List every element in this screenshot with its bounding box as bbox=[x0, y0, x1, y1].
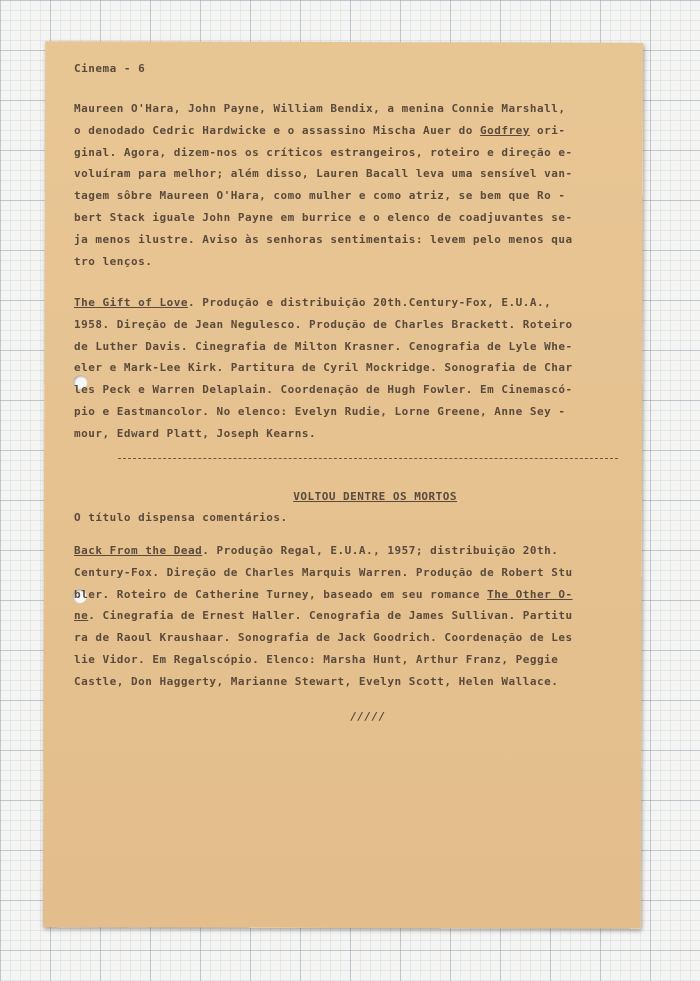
text-segment: lie Vidor. Em Regalscópio. Elenco: Marsha Hunt, Arthur Franz, Peggie bbox=[74, 652, 559, 666]
text-segment: tro lenços. bbox=[74, 254, 153, 268]
section-title-wrap bbox=[118, 477, 618, 503]
text-line bbox=[74, 336, 676, 358]
text-line bbox=[74, 207, 676, 229]
text-segment: ra de Raoul Kraushaar. Sonografia de Jack Goodrich. Coordenação de Les bbox=[74, 631, 573, 645]
text-segment: ja menos ilustre. Aviso às senhoras sentimentais: levem pelo menos qua bbox=[74, 232, 573, 246]
text-segment: eler e Mark-Lee Kirk. Partitura de Cyril Mockridge. Sonografia de Char bbox=[74, 361, 573, 375]
paragraph-back-from-the-dead-credits bbox=[74, 540, 676, 693]
text-line bbox=[74, 584, 676, 606]
text-line bbox=[74, 540, 676, 562]
separator-line bbox=[118, 458, 618, 459]
text-line bbox=[74, 98, 676, 120]
text-segment: voluíram para melhor; além disso, Lauren Bacall leva uma sensível van- bbox=[74, 167, 573, 181]
page-header: Cinema - 6 bbox=[74, 62, 146, 75]
paragraph-godfrey bbox=[74, 98, 676, 272]
text-segment: ginal. Agora, dizem-nos os críticos estrangeiros, roteiro e direção e- bbox=[74, 145, 573, 159]
text-segment: les Peck e Warren Delaplain. Coordenação de Hugh Fowler. Em Cinemascó- bbox=[74, 383, 573, 397]
text-line bbox=[74, 357, 676, 379]
text-segment: o denodado Cedric Hardwicke e o assassino Mischa Auer do bbox=[74, 123, 480, 137]
text-line bbox=[74, 605, 676, 627]
underlined-title: The Other O- bbox=[487, 587, 573, 601]
text-line bbox=[74, 379, 676, 401]
text-segment: mour, Edward Platt, Joseph Kearns. bbox=[74, 426, 317, 440]
underlined-title: Godfrey bbox=[480, 123, 530, 137]
text-line bbox=[74, 229, 676, 251]
text-segment: 1958. Direção de Jean Negulesco. Produção de Charles Brackett. Roteiro bbox=[74, 317, 573, 331]
text-segment: tagem sôbre Maureen O'Hara, como mulher e como atriz, se bem que Ro - bbox=[74, 189, 566, 203]
text-line bbox=[74, 185, 676, 207]
text-line bbox=[74, 627, 676, 649]
text-segment: bler. Roteiro de Catherine Turney, baseado em seu romance bbox=[74, 587, 488, 601]
text-line bbox=[74, 120, 676, 142]
text-line bbox=[74, 671, 676, 693]
section-title: VOLTOU DENTRE OS MORTOS bbox=[293, 490, 458, 503]
underlined-title: ne bbox=[74, 609, 89, 623]
text-line bbox=[74, 314, 676, 336]
text-line bbox=[74, 163, 676, 185]
text-line bbox=[74, 142, 676, 164]
text-segment: Maureen O'Hara, John Payne, William Bendix, a menina Connie Marshall, bbox=[74, 102, 566, 115]
text-line bbox=[74, 649, 676, 671]
text-segment: Castle, Don Haggerty, Marianne Stewart, Evelyn Scott, Helen Wallace. bbox=[74, 674, 559, 688]
end-mark: ///// bbox=[350, 710, 386, 723]
text-segment: Century-Fox. Direção de Charles Marquis Warren. Produção de Robert Stu bbox=[74, 565, 573, 579]
text-line bbox=[74, 562, 676, 584]
paragraph-gift-of-love-credits bbox=[74, 292, 676, 445]
text-segment: de Luther Davis. Cinegrafia de Milton Krasner. Cenografia de Lyle Whe- bbox=[74, 339, 573, 353]
text-line bbox=[74, 401, 676, 423]
text-segment: . Produção e distribuição 20th.Century-Fox, E.U.A., bbox=[187, 296, 552, 309]
text-segment: ori- bbox=[529, 123, 566, 137]
text-line bbox=[74, 251, 676, 273]
text-line bbox=[74, 423, 676, 445]
text-segment: . Produção Regal, E.U.A., 1957; distribuição 20th. bbox=[202, 544, 559, 557]
underlined-title: Back From the Dead bbox=[74, 544, 203, 557]
underlined-title: The Gift of Love bbox=[74, 296, 188, 309]
text-line bbox=[74, 292, 676, 314]
text-segment: . Cinegrafia de Ernest Haller. Cenografia de James Sullivan. Partitu bbox=[88, 609, 573, 623]
text-segment: bert Stack iguale John Payne em burrice e o elenco de coadjuvantes se- bbox=[74, 210, 573, 224]
text-segment: pio e Eastmancolor. No elenco: Evelyn Rudie, Lorne Greene, Anne Sey - bbox=[74, 404, 566, 418]
intro-line: O título dispensa comentários. bbox=[74, 511, 288, 524]
